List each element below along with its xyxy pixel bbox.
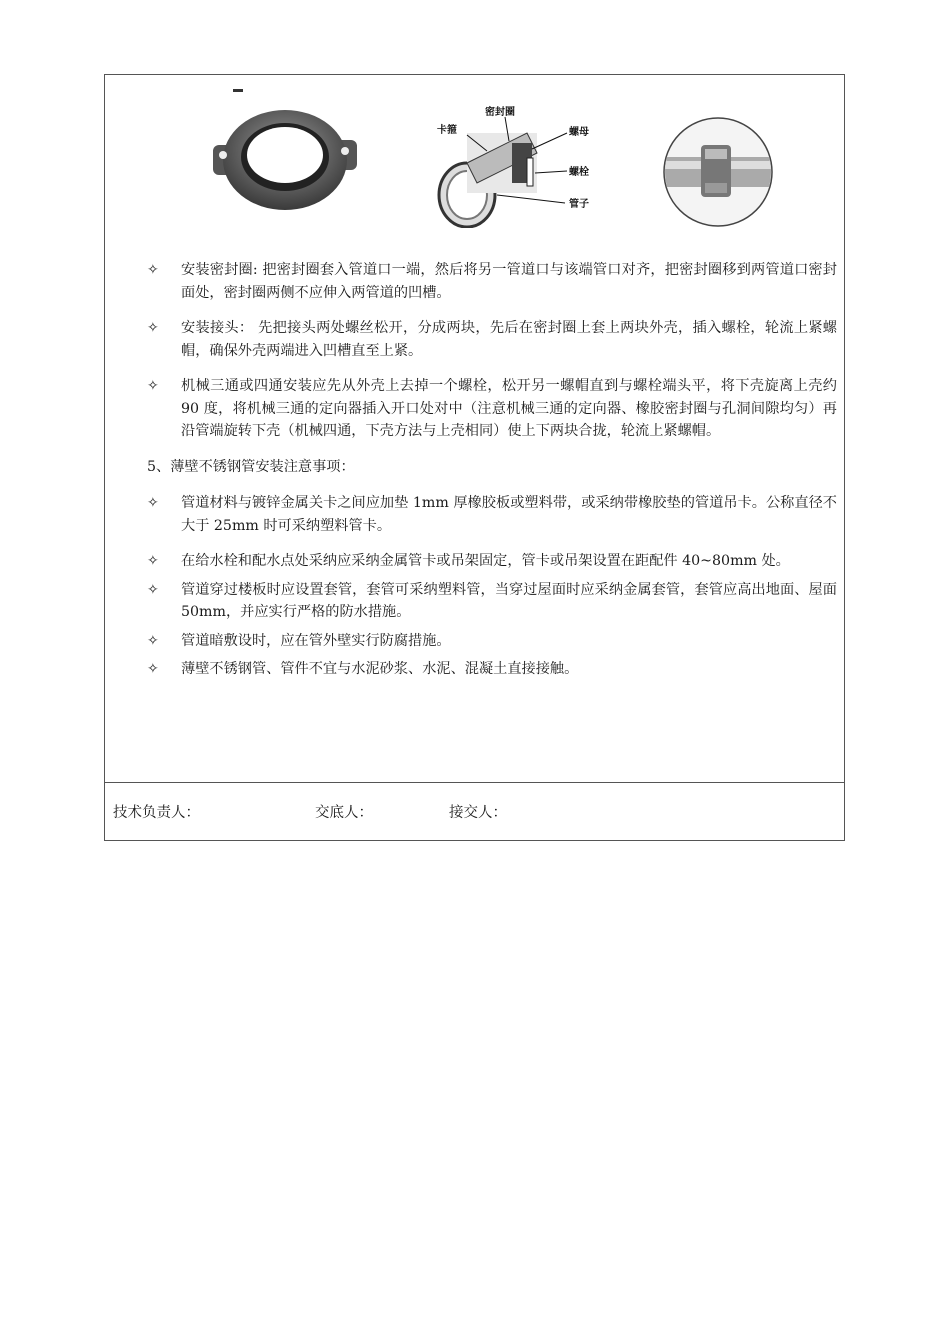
- list-item: ✧ 安装接头： 先把接头两处螺丝松开，分成两块，先后在密封圈上套上两块外壳，插入螺栓，轮流上紧螺帽，确保外壳两端进入凹槽直至上紧。: [145, 317, 837, 362]
- bullet-icon: ✧: [147, 262, 159, 278]
- bullet-icon: ✧: [147, 581, 159, 598]
- list-item: ✧ 薄壁不锈钢管、管件不宜与水泥砂浆、水泥、混凝土直接接触。: [145, 658, 837, 681]
- list-item: ✧ 在给水栓和配水点处采纳应采纳金属管卡或吊架固定，管卡或吊架设置在距配件 40~80mm 处。: [145, 550, 837, 573]
- figure-row: [105, 85, 846, 235]
- table-divider: [105, 782, 844, 783]
- bullet-icon: ✧: [147, 378, 159, 394]
- list-item: ✧ 管道材料与镀锌金属关卡之间应加垫 1mm 厚橡胶板或塑料带，或采纳带橡胶垫的管道吊卡。公称直径不大于 25mm 时可采纳塑料管卡。: [145, 492, 837, 537]
- list-item: ✧ 机械三通或四通安装应先从外壳上去掉一个螺栓，松开另一螺帽直到与螺栓端头平，将下壳旋离上壳约 90 度，将机械三通的定向器插入开口处对中（注意机械三通的定向器、橡胶密封圈与孔洞间隙均匀）再沿管端旋转下壳（机械四通，下壳方法与上壳相同）使上下两块合拢，轮流上紧螺帽。: [145, 375, 837, 443]
- list-item: ✧ 管道穿过楼板时应设置套管，套管可采纳塑料管，当穿过屋面时应采纳金属套管，套管应高出地面、屋面 50mm，并应实行严格的防水措施。: [145, 579, 837, 624]
- assembly-diagram: [427, 103, 602, 228]
- bullet-icon: ✧: [147, 632, 159, 649]
- bullet-icon: ✧: [147, 495, 159, 511]
- list-item: ✧ 安装密封圈: 把密封圈套入管道口一端，然后将另一管道口与该端管口对齐，把密封圈移到两管道口密封面处，密封圈两侧不应伸入两管道的凹槽。: [145, 259, 837, 304]
- document-table: [104, 74, 845, 841]
- bullet-icon: ✧: [147, 320, 159, 336]
- coupling-figure: [205, 85, 365, 225]
- label-clamp: 卡箍: [437, 125, 457, 136]
- receiver-label: 接交人：: [449, 805, 507, 821]
- bullet-icon: ✧: [147, 661, 159, 677]
- bullet-icon: ✧: [147, 553, 159, 569]
- label-bolt: 螺栓: [569, 167, 589, 178]
- list-item: ✧ 管道暗敷设时，应在管外壁实行防腐措施。: [145, 630, 837, 653]
- section-heading: 5、薄壁不锈钢管安装注意事项：: [147, 458, 355, 475]
- label-nut: 螺母: [569, 127, 589, 138]
- label-pipe: 管子: [569, 199, 589, 210]
- briefer-label: 交底人：: [315, 805, 373, 821]
- installed-coupling-figure: [661, 115, 776, 230]
- instruction-list: [145, 259, 837, 687]
- label-seal-ring: 密封圈: [485, 107, 515, 118]
- tech-lead-label: 技术负责人：: [113, 805, 200, 821]
